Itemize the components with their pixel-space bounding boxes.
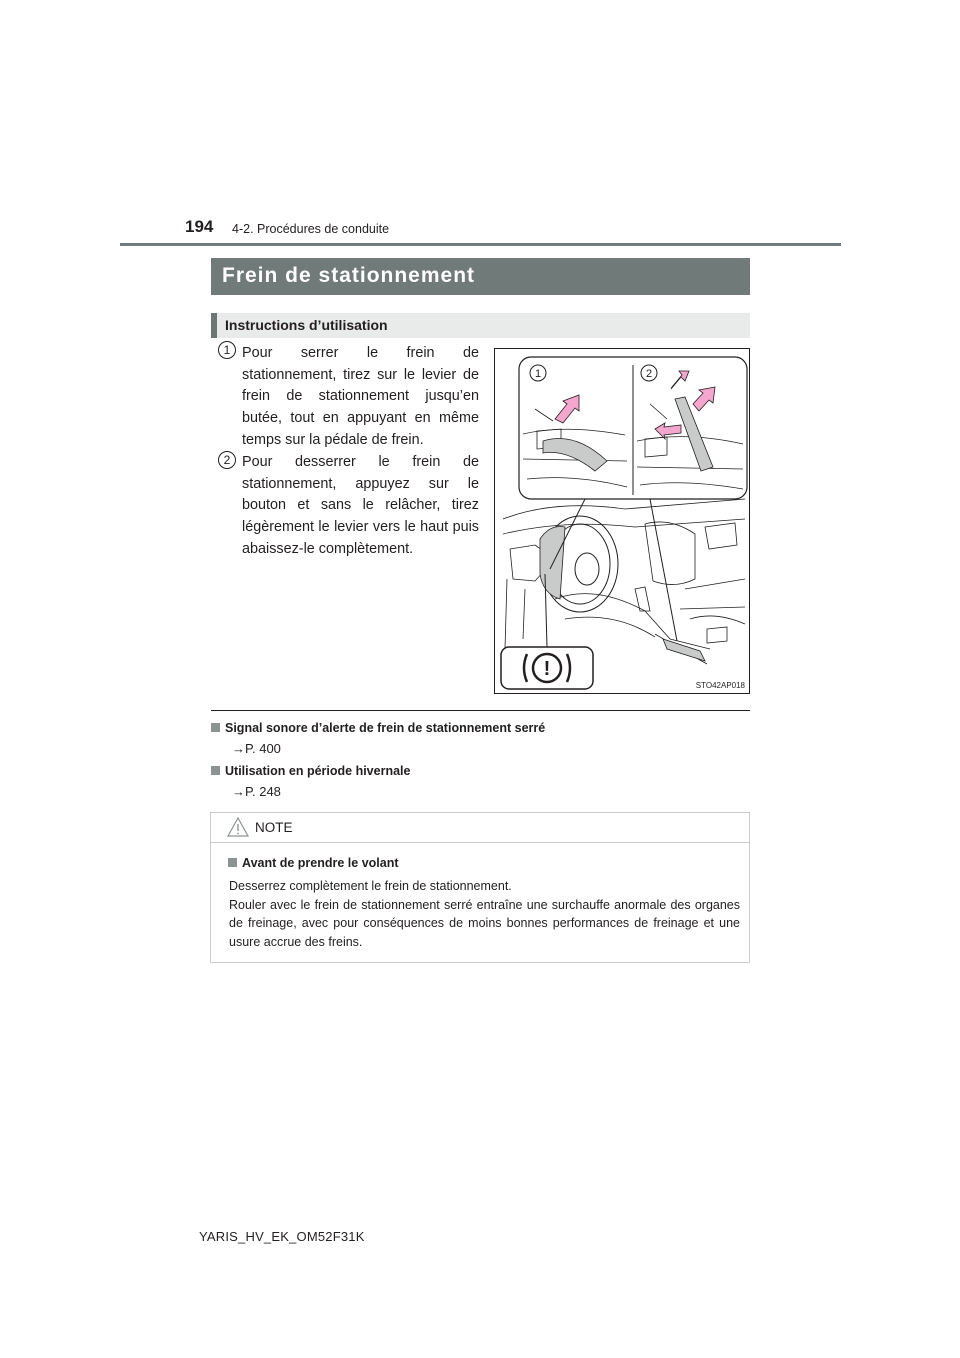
document-code: YARIS_HV_EK_OM52F31K: [199, 1229, 365, 1244]
page-reference-2[interactable]: →P. 248: [232, 784, 281, 799]
figure-code: STO42AP018: [695, 681, 745, 690]
note-label: NOTE: [255, 820, 293, 835]
section-subtitle-bar: [211, 313, 750, 338]
step-2-text: Pour desserrer le frein de stationnement, appuyez sur le bouton et sans le relâcher, tirez légèrement le levier vers le haut puis abaissez-le complètement.: [242, 454, 479, 557]
note-box: [210, 812, 750, 963]
warning-triangle-icon: [227, 817, 249, 837]
warning-symbol: !: [543, 658, 551, 680]
callout-1: 1: [534, 368, 542, 380]
info-heading-1: Signal sonore d’alerte de frein de stationnement serré: [211, 721, 545, 735]
bullet-square-icon: [228, 858, 237, 867]
page-title-bar: [211, 258, 750, 295]
step-number-1: 1: [218, 341, 236, 359]
note-header: [211, 813, 749, 843]
parking-brake-illustration: [494, 348, 750, 694]
note-heading: Avant de prendre le volant: [228, 856, 399, 870]
section-subtitle: Instructions d’utilisation: [225, 317, 388, 333]
bullet-square-icon: [211, 723, 220, 732]
section-divider: [211, 710, 750, 711]
section-reference: 4-2. Procédures de conduite: [232, 222, 390, 236]
header-rule: [120, 243, 841, 246]
page-reference-1[interactable]: →P. 400: [232, 741, 281, 756]
note-body-line-1: Desserrez complètement le frein de stationnement.: [229, 879, 512, 893]
callout-2: 2: [645, 368, 653, 380]
parking-brake-drawing: [495, 349, 751, 695]
step-1-text: Pour serrer le frein de stationnement, tirez sur le levier de frein de stationnement jusqu’en butée, tout en appuyant en même temps sur la pédale de frein.: [242, 345, 479, 448]
step-number-2: 2: [218, 451, 236, 469]
bullet-square-icon: [211, 766, 220, 775]
note-body-line-2: Rouler avec le frein de stationnement serré entraîne une surchauffe anormale des organes de freinage, avec pour conséquences de moins bonnes performances de freinage et une usure accrue des freins.: [229, 897, 740, 949]
note-body: [229, 877, 740, 951]
info-heading-2: Utilisation en période hivernale: [211, 764, 410, 778]
page-title: Frein de stationnement: [222, 264, 476, 287]
page-number: 194: [185, 217, 214, 236]
